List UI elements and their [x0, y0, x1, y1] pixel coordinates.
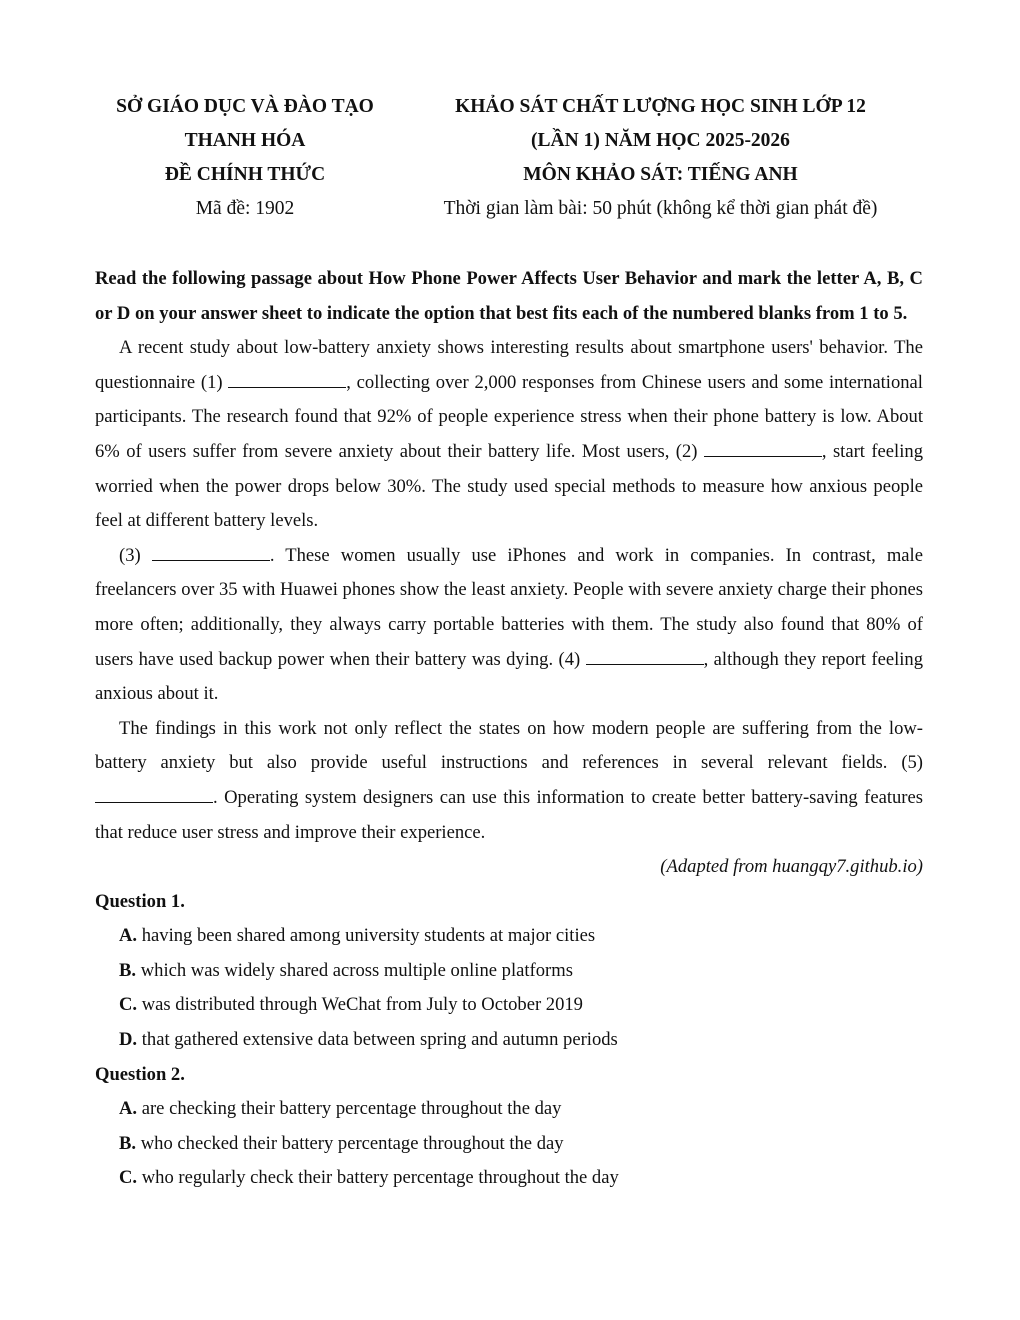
- option-letter: D.: [119, 1029, 138, 1051]
- passage-source: (Adapted from huangqy7.github.io): [660, 856, 923, 878]
- header-row-3: [0, 158, 1020, 192]
- blank-1: [228, 369, 346, 388]
- answer-option: [95, 1023, 923, 1058]
- passage-text: , although they report feeling anxious about it.: [95, 648, 924, 705]
- option-letter: B.: [119, 1132, 137, 1154]
- answer-option: [95, 1092, 923, 1127]
- province-name: THANH HÓA: [184, 130, 306, 151]
- passage-text: . These women usually use iPhones and work in companies. In contrast, male freelancers over 35 with Huawei phones show the least anxiety. People with severe anxiety charge their phones more often; additionally, they always carry portable batteries with them. The study also found that 80% of users have used backup power when their battery was dying. (4): [95, 544, 923, 670]
- department-name: SỞ GIÁO DỤC VÀ ĐÀO TẠO: [116, 96, 374, 117]
- answer-option: [95, 919, 923, 954]
- option-text: that gathered extensive data between spring and autumn periods: [141, 1029, 618, 1051]
- exam-duration: Thời gian làm bài: 50 phút (không kể thời gian phát đề): [443, 198, 878, 219]
- option-letter: A.: [119, 1098, 138, 1120]
- option-text: was distributed through WeChat from July to October 2019: [141, 994, 583, 1016]
- exam-code: Mã đề: 1902: [195, 198, 295, 219]
- passage-text: , start feeling worried when the power drops below 30%. The study used special methods to measure how anxious people feel at different battery levels.: [95, 440, 923, 532]
- option-letter: A.: [119, 925, 138, 947]
- passage-text: , collecting over 2,000 responses from Chinese users and some international participants. The research found that 92% of people experience stress when their phone battery is low. About 6% of users suffer from severe anxiety about their battery life. Most users, (2): [95, 371, 923, 462]
- exam-subject: MÔN KHẢO SÁT: TIẾNG ANH: [523, 164, 798, 185]
- instruction-text: Read the following passage about How Phone Power Affects User Behavior and mark the letter A, B, C or D on your answer sheet to indicate the option that best fits each of the numbered blanks from 1 to 5.: [95, 268, 923, 324]
- passage-paragraph-2: [95, 539, 923, 712]
- answer-option: [95, 1161, 923, 1196]
- header-row-2: [0, 124, 1020, 158]
- blank-5: [95, 784, 213, 803]
- header-row-1: [0, 90, 1020, 124]
- option-text: who checked their battery percentage throughout the day: [140, 1132, 564, 1154]
- option-text: who regularly check their battery percentage throughout the day: [141, 1167, 619, 1189]
- answer-option: [95, 954, 923, 989]
- option-letter: B.: [119, 959, 137, 981]
- passage-text: . Operating system designers can use this information to create better battery-saving features that reduce user stress and improve their experience.: [95, 786, 923, 843]
- question-title: Question 2.: [95, 1063, 185, 1085]
- passage-text: (3): [119, 544, 152, 566]
- option-letter: C.: [119, 994, 138, 1016]
- option-text: having been shared among university students at major cities: [141, 925, 596, 947]
- passage-paragraph-1: [95, 331, 923, 539]
- passage-text: The findings in this work not only reflect the states on how modern people are suffering from the low-battery anxiety but also provide useful instructions and references in several relevant fields. (5): [95, 717, 923, 774]
- header-row-4: [0, 192, 1020, 226]
- question-title: Question 1.: [95, 890, 185, 912]
- exam-session: (LẦN 1) NĂM HỌC 2025-2026: [531, 130, 790, 151]
- exam-title: KHẢO SÁT CHẤT LƯỢNG HỌC SINH LỚP 12: [455, 96, 866, 117]
- official-label: ĐỀ CHÍNH THỨC: [164, 164, 326, 185]
- blank-4: [586, 646, 704, 665]
- option-text: which was widely shared across multiple online platforms: [140, 959, 573, 981]
- option-text: are checking their battery percentage throughout the day: [141, 1098, 562, 1120]
- answer-option: [95, 988, 923, 1023]
- exam-content: [95, 262, 923, 1196]
- blank-3: [152, 542, 270, 561]
- answer-option: [95, 1127, 923, 1162]
- blank-2: [704, 438, 822, 457]
- passage-paragraph-3: [95, 712, 923, 850]
- option-letter: C.: [119, 1167, 138, 1189]
- passage-text: A recent study about low-battery anxiety shows interesting results about smartphone users' behavior. The questionnaire (1): [95, 337, 923, 393]
